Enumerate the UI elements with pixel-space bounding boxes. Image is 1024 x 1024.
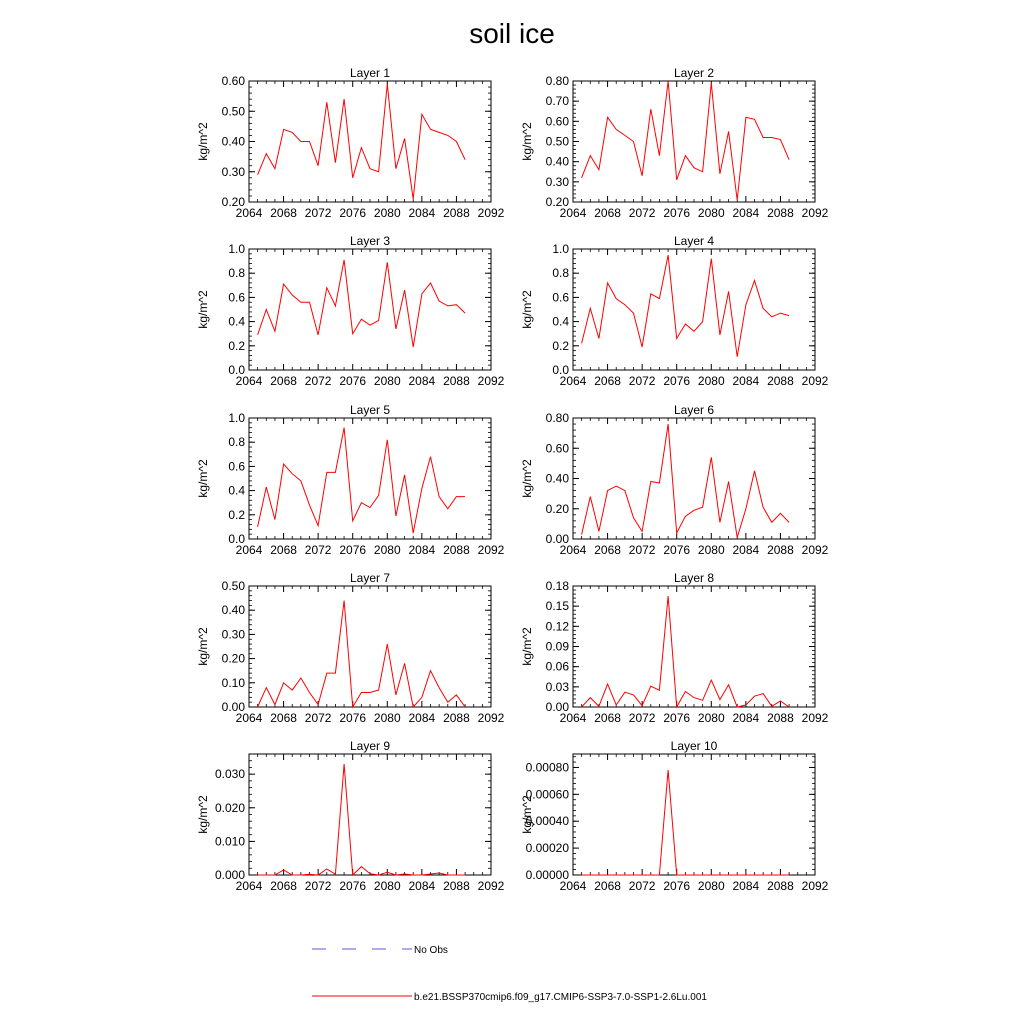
x-tick-label: 2064 [235,374,263,388]
x-tick-label: 2064 [559,543,587,557]
x-tick-label: 2092 [477,711,505,725]
y-tick-label: 1.0 [552,242,569,256]
y-tick-label: 0.6 [228,290,245,305]
x-tick-label: 2092 [477,206,505,220]
x-tick-label: 2068 [270,374,297,388]
panel-title: Layer 10 [670,739,718,753]
x-tick-label: 2072 [304,711,332,725]
x-tick-label: 2076 [663,711,691,725]
y-tick-label: 0.20 [545,501,569,516]
y-tick-label: 0.70 [545,94,569,109]
y-tick-label: 0.030 [214,767,245,782]
y-axis-label: kg/m^2 [196,795,210,834]
y-tick-label: 0.0 [228,532,245,546]
y-tick-label: 0.00000 [525,868,569,882]
y-axis-label: kg/m^2 [196,122,210,161]
panel-title: Layer 4 [673,234,715,248]
series-line-1 [582,424,790,537]
x-tick-label: 2092 [801,543,829,557]
plot-frame [573,418,815,539]
x-tick-label: 2068 [594,879,621,893]
x-tick-label: 2092 [801,374,829,388]
chart-panel-6 [520,403,829,557]
x-tick-label: 2064 [559,374,587,388]
x-tick-label: 2092 [801,879,829,893]
plot-frame [573,754,815,875]
y-tick-label: 0.00 [545,532,569,546]
y-axis-label: kg/m^2 [196,459,210,498]
y-axis-label: kg/m^2 [520,290,534,329]
x-tick-label: 2092 [477,879,505,893]
y-tick-label: 0.2 [228,507,245,522]
chart-panel-5 [196,403,505,557]
panel-title: Layer 1 [349,66,391,80]
x-tick-label: 2064 [559,206,587,220]
x-tick-label: 2088 [443,374,470,388]
y-tick-label: 0.80 [545,74,569,88]
y-tick-label: 0.12 [545,619,569,634]
y-tick-label: 0.8 [228,266,245,281]
x-tick-label: 2084 [732,879,760,893]
y-tick-label: 0.00 [221,700,245,714]
y-tick-label: 0.60 [221,74,245,88]
series-line-1 [258,84,466,199]
x-tick-label: 2092 [801,206,829,220]
x-tick-label: 2084 [408,543,436,557]
x-tick-label: 2088 [767,206,794,220]
x-tick-label: 2092 [477,374,505,388]
plot-frame [249,586,491,707]
x-tick-label: 2068 [270,879,297,893]
y-tick-label: 0.00040 [525,814,569,829]
x-tick-label: 2064 [235,711,263,725]
x-tick-label: 2080 [373,711,401,725]
y-axis-label: kg/m^2 [196,627,210,666]
y-tick-label: 0.40 [545,154,569,169]
x-tick-label: 2076 [663,374,691,388]
y-tick-label: 0.20 [221,651,245,666]
y-tick-label: 1.0 [228,242,245,256]
y-tick-label: 0.0 [552,363,569,377]
x-tick-label: 2076 [663,543,691,557]
x-tick-label: 2064 [559,879,587,893]
x-tick-label: 2068 [270,206,297,220]
y-tick-label: 0.8 [552,266,569,281]
y-tick-label: 0.10 [221,675,245,690]
x-tick-label: 2080 [697,711,725,725]
chart-panel-3 [196,234,505,388]
y-tick-label: 0.60 [545,441,569,456]
legend-label-model: b.e21.BSSP370cmip6.f09_g17.CMIP6-SSP3-7.0-SSP1-2.6Lu.001 [414,992,707,1003]
y-tick-label: 0.18 [545,579,569,593]
y-tick-label: 0.20 [545,195,569,209]
plot-frame [249,81,491,202]
x-tick-label: 2072 [304,543,332,557]
x-tick-label: 2088 [443,879,470,893]
x-tick-label: 2064 [235,206,263,220]
panel-title: Layer 8 [673,571,715,585]
x-tick-label: 2084 [732,374,760,388]
y-tick-label: 0.20 [221,195,245,209]
x-tick-label: 2076 [339,711,367,725]
x-tick-label: 2072 [304,879,332,893]
x-tick-label: 2088 [767,543,794,557]
panel-title: Layer 6 [673,403,715,417]
x-tick-label: 2068 [594,374,621,388]
x-tick-label: 2084 [732,543,760,557]
plot-frame [573,249,815,370]
x-tick-label: 2080 [373,879,401,893]
figure-title: soil ice [469,18,555,49]
panel-title: Layer 7 [349,571,391,585]
y-axis-label: kg/m^2 [520,795,534,834]
x-tick-label: 2076 [339,206,367,220]
y-tick-label: 0.40 [545,471,569,486]
x-tick-label: 2088 [443,711,470,725]
y-tick-label: 0.06 [545,659,569,674]
chart-panel-2 [520,66,829,220]
x-tick-label: 2072 [304,206,332,220]
x-tick-label: 2080 [697,879,725,893]
plot-frame [249,754,491,875]
y-axis-label: kg/m^2 [520,459,534,498]
x-tick-label: 2068 [594,206,621,220]
chart-panel-1 [196,66,505,220]
y-tick-label: 0.15 [545,599,569,614]
x-tick-label: 2080 [373,374,401,388]
x-tick-label: 2076 [663,879,691,893]
x-tick-label: 2076 [663,206,691,220]
y-tick-label: 0.30 [545,174,569,189]
y-tick-label: 0.020 [214,800,245,815]
x-tick-label: 2080 [373,206,401,220]
x-tick-label: 2088 [443,543,470,557]
legend-label-no-obs: No Obs [414,945,448,956]
y-tick-label: 0.8 [228,435,245,450]
series-line-1 [258,601,466,708]
x-tick-label: 2088 [767,879,794,893]
y-tick-label: 0.80 [545,411,569,425]
x-tick-label: 2072 [628,543,656,557]
x-tick-label: 2088 [443,206,470,220]
y-tick-label: 0.4 [228,483,245,498]
y-tick-label: 0.6 [552,290,569,305]
x-tick-label: 2084 [408,206,436,220]
x-tick-label: 2064 [235,879,263,893]
series-line-1 [582,596,790,707]
x-tick-label: 2072 [304,374,332,388]
panel-title: Layer 2 [673,66,715,80]
series-line-1 [582,255,790,357]
x-tick-label: 2084 [408,879,436,893]
y-tick-label: 0.00080 [525,760,569,775]
y-tick-label: 0.00060 [525,787,569,802]
y-tick-label: 0.03 [545,679,569,694]
y-tick-label: 0.00020 [525,841,569,856]
y-tick-label: 0.2 [552,338,569,353]
y-tick-label: 0.60 [545,114,569,129]
y-tick-label: 0.00 [545,700,569,714]
series-line-1 [258,764,466,875]
y-tick-label: 0.4 [552,314,569,329]
y-axis-label: kg/m^2 [520,627,534,666]
x-tick-label: 2068 [594,711,621,725]
y-axis-label: kg/m^2 [196,290,210,329]
panels-group [196,66,829,893]
plot-frame [249,249,491,370]
x-tick-label: 2084 [408,374,436,388]
y-tick-label: 0.2 [228,338,245,353]
y-axis-label: kg/m^2 [520,122,534,161]
y-tick-label: 0.09 [545,639,569,654]
chart-panel-8 [520,571,829,725]
x-tick-label: 2072 [628,879,656,893]
y-tick-label: 0.50 [545,134,569,149]
y-tick-label: 0.40 [221,603,245,618]
x-tick-label: 2068 [594,543,621,557]
x-tick-label: 2080 [697,374,725,388]
series-line-1 [582,81,790,200]
x-tick-label: 2072 [628,374,656,388]
x-tick-label: 2080 [697,206,725,220]
x-tick-label: 2064 [235,543,263,557]
x-tick-label: 2092 [801,711,829,725]
x-tick-label: 2068 [270,543,297,557]
plot-frame [573,81,815,202]
panel-title: Layer 9 [349,739,391,753]
x-tick-label: 2080 [697,543,725,557]
x-tick-label: 2068 [270,711,297,725]
x-tick-label: 2076 [339,543,367,557]
x-tick-label: 2088 [767,711,794,725]
x-tick-label: 2092 [477,543,505,557]
x-tick-label: 2076 [339,374,367,388]
y-tick-label: 0.010 [214,834,245,849]
series-line-1 [258,260,466,347]
y-tick-label: 0.30 [221,627,245,642]
y-tick-label: 0.50 [221,104,245,119]
legend [312,945,707,1003]
y-tick-label: 0.4 [228,314,245,329]
y-tick-label: 0.40 [221,134,245,149]
panel-title: Layer 5 [349,403,391,417]
y-tick-label: 1.0 [228,411,245,425]
x-tick-label: 2064 [559,711,587,725]
plot-frame [249,418,491,539]
chart-panel-10 [520,739,829,893]
x-tick-label: 2076 [339,879,367,893]
x-tick-label: 2088 [767,374,794,388]
chart-panel-4 [520,234,829,388]
y-tick-label: 0.50 [221,579,245,593]
x-tick-label: 2080 [373,543,401,557]
panel-title: Layer 3 [349,234,391,248]
chart-panel-7 [196,571,505,725]
x-tick-label: 2084 [732,206,760,220]
series-line-1 [258,428,466,533]
series-line-1 [582,770,790,875]
y-tick-label: 0.30 [221,164,245,179]
y-tick-label: 0.6 [228,459,245,474]
x-tick-label: 2084 [408,711,436,725]
x-tick-label: 2084 [732,711,760,725]
x-tick-label: 2072 [628,206,656,220]
y-tick-label: 0.000 [214,868,245,882]
chart-panel-9 [196,739,505,893]
y-tick-label: 0.0 [228,363,245,377]
x-tick-label: 2072 [628,711,656,725]
